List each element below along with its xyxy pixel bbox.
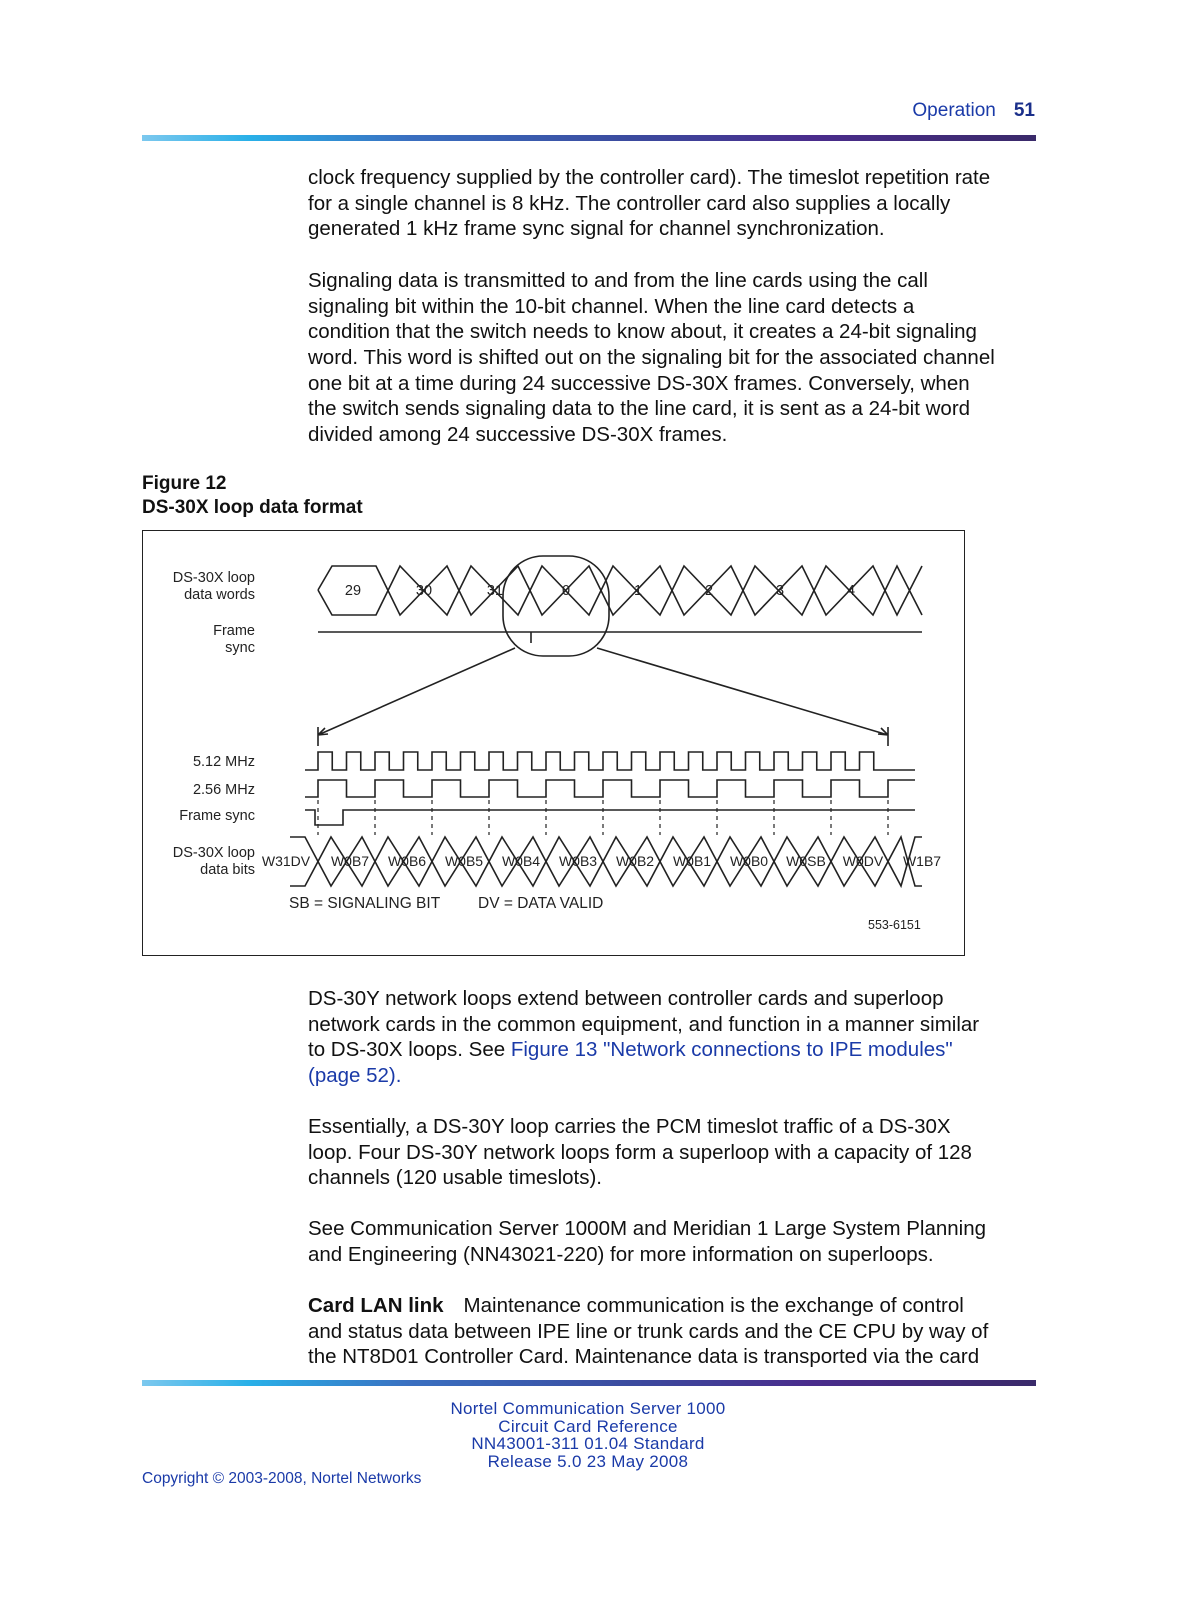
label-2-56-mhz: 2.56 MHz — [192, 782, 255, 798]
footer-rule — [142, 1380, 1036, 1386]
word-label: 3 — [775, 583, 785, 599]
label-frame-sync: Frame sync — [179, 808, 255, 824]
label-data-words: data words — [184, 587, 255, 603]
word-label: 31 — [486, 583, 504, 599]
bit-label: W0B4 — [501, 853, 541, 869]
text-line: and status data between IPE line or trunk cards and the CE CPU by way of — [308, 1319, 989, 1343]
word-label: 0 — [561, 583, 571, 599]
waveforms — [290, 556, 922, 886]
word-label: 1 — [633, 583, 643, 599]
label-5-12-mhz: 5.12 MHz — [192, 754, 255, 770]
text-line: DS-30Y network loops extend between controller cards and superloop — [308, 987, 944, 1010]
text-line: and Engineering (NN43021-220) for more information on superloops. — [308, 1242, 934, 1266]
label-data-words: DS-30X loop — [172, 570, 255, 586]
word-label: 30 — [415, 583, 433, 599]
text-line: network cards in the common equipment, and function in a manner similar — [308, 1012, 980, 1036]
footer-line: NN43001-311 01.04 Standard — [471, 1434, 705, 1454]
text-line — [308, 1063, 1068, 1089]
text-run: to DS-30X loops. See — [308, 1038, 511, 1062]
text-line: one bit at a time during 24 successive DS-30X frames. Conversely, when — [308, 371, 970, 395]
bit-label: W31DV — [261, 853, 311, 869]
paragraph-3 — [308, 986, 1068, 1089]
word-label: 2 — [704, 583, 714, 599]
bit-label: W1B7 — [902, 853, 942, 869]
word-label: 29 — [344, 583, 362, 599]
zoom-lines — [318, 648, 888, 746]
footer-line: Circuit Card Reference — [498, 1416, 678, 1436]
text-line: the NT8D01 Controller Card. Maintenance data is transported via the card — [308, 1345, 980, 1369]
footer-line: Release 5.0 23 May 2008 — [487, 1452, 689, 1472]
page-number: 51 — [1013, 100, 1035, 121]
clock-5-12-mhz — [305, 752, 915, 770]
bit-label: W0SB — [786, 853, 826, 869]
bit-labels — [262, 853, 941, 869]
paragraph-5 — [308, 1216, 1068, 1267]
paragraph-4 — [308, 1114, 1068, 1191]
bit-label: W0B0 — [729, 853, 769, 869]
text-line: See Communication Server 1000M and Meridian 1 Large System Planning — [308, 1217, 987, 1240]
bit-label: W0DV — [842, 853, 884, 869]
figure-caption — [142, 472, 363, 520]
text-line: loop. Four DS-30Y network loops form a superloop with a capacity of 128 — [308, 1140, 972, 1164]
legend-data-valid: DV = DATA VALID — [478, 895, 604, 912]
text-line: the switch sends signaling data to the line card, it is sent as a 24-bit word — [308, 397, 971, 421]
bit-label: W0B3 — [558, 853, 598, 869]
bit-label: W0B6 — [387, 853, 427, 869]
text-run: Maintenance communication is the exchange of control — [463, 1294, 964, 1317]
figure-title: DS-30X loop data format — [142, 497, 363, 518]
figure-number: Figure 12 — [142, 473, 227, 494]
section-title: Operation — [912, 100, 996, 121]
text-line: clock frequency supplied by the controller card). The timeslot repetition rate — [308, 166, 991, 189]
text-line — [308, 1293, 1068, 1319]
label-frame-sync-top: Frame — [213, 623, 255, 639]
bit-label: W0B1 — [672, 853, 712, 869]
bit-label: W0B7 — [330, 853, 370, 869]
paragraph-1 — [308, 165, 1068, 242]
text-line: Signaling data is transmitted to and from the line cards using the call — [308, 269, 928, 292]
text-line: generated 1 kHz frame sync signal for channel synchronization. — [308, 217, 885, 241]
timing-diagram-svg — [142, 530, 965, 956]
running-header — [912, 100, 1035, 122]
bit-label: W0B2 — [615, 853, 655, 869]
legend-signaling-bit: SB = SIGNALING BIT — [289, 895, 441, 912]
text-line: condition that the switch needs to know about, it creates a 24-bit signaling — [308, 320, 977, 344]
paragraph-2 — [308, 268, 1068, 448]
text-line: for a single channel is 8 kHz. The controller card also supplies a locally — [308, 191, 951, 215]
label-data-bits: data bits — [200, 862, 255, 878]
text-line: channels (120 usable timeslots). — [308, 1166, 602, 1190]
footer — [338, 1400, 838, 1471]
timing-diagram — [142, 530, 965, 956]
text-line: signaling bit within the 10-bit channel. When the line card detects a — [308, 294, 915, 318]
page-52-link[interactable]: (page 52) — [308, 1064, 396, 1088]
word-label: 4 — [846, 583, 856, 599]
label-frame-sync-top: sync — [225, 640, 255, 656]
frame-sync-wave — [305, 810, 915, 825]
figure-13-link[interactable]: Figure 13 "Network connections to IPE modules" — [510, 1038, 953, 1062]
text-line — [308, 1037, 1068, 1063]
clock-2-56-mhz — [305, 780, 915, 797]
bit-label: W0B5 — [444, 853, 484, 869]
copyright: Copyright © 2003-2008, Nortel Networks — [142, 1470, 422, 1487]
figure-id: 553-6151 — [868, 918, 921, 932]
header-rule — [142, 135, 1036, 141]
runin-heading: Card LAN link — [308, 1294, 444, 1317]
text-run: . — [395, 1064, 402, 1088]
frame-sync-top-line — [318, 632, 922, 643]
label-data-bits: DS-30X loop — [172, 845, 255, 861]
text-line: divided among 24 successive DS-30X frames. — [308, 423, 728, 447]
footer-line: Nortel Communication Server 1000 — [450, 1399, 726, 1418]
text-line: Essentially, a DS-30Y loop carries the PCM timeslot traffic of a DS-30X — [308, 1115, 951, 1138]
text-line: word. This word is shifted out on the signaling bit for the associated channel — [308, 346, 995, 370]
paragraph-6 — [308, 1293, 1068, 1370]
